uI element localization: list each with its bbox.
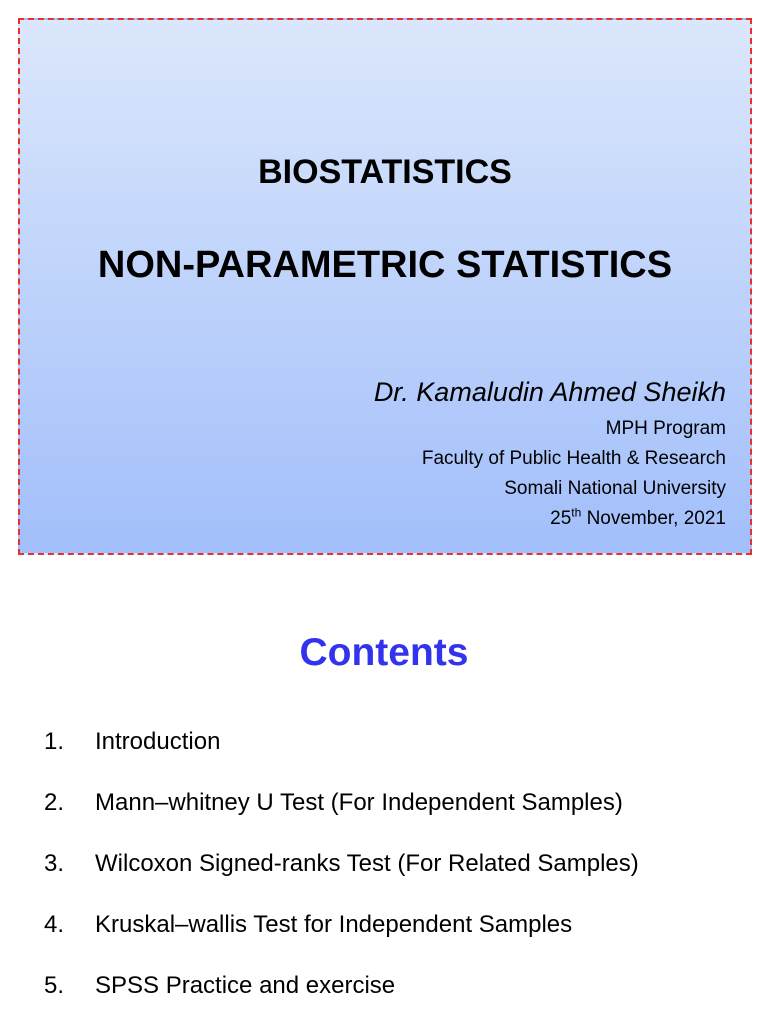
author-block	[374, 374, 726, 534]
item-text: SPSS Practice and exercise	[95, 972, 396, 999]
contents-heading: Contents	[299, 631, 469, 674]
course-title: BIOSTATISTICS	[258, 153, 512, 191]
contents-list	[44, 724, 754, 1029]
date-suffix: th	[571, 505, 582, 520]
topic-title: NON-PARAMETRIC STATISTICS	[97, 244, 673, 286]
contents-item	[44, 846, 754, 907]
item-number: 5.	[44, 972, 65, 999]
item-number: 2.	[44, 789, 65, 816]
item-number: 3.	[44, 850, 65, 877]
item-text: Kruskal–wallis Test for Independent Samples	[95, 911, 573, 938]
date-rest: November, 2021	[581, 508, 726, 529]
item-number: 1.	[44, 728, 65, 755]
program-line: MPH Program	[605, 418, 726, 439]
item-text: Introduction	[95, 728, 221, 755]
date-line	[374, 504, 726, 534]
contents-item	[44, 724, 754, 785]
university-line: Somali National University	[504, 478, 726, 499]
date-day: 25	[550, 508, 572, 529]
item-text: Wilcoxon Signed-ranks Test (For Related Samples)	[95, 850, 639, 877]
author-name: Dr. Kamaludin Ahmed Sheikh	[373, 377, 726, 407]
item-text: Mann–whitney U Test (For Independent Samples)	[95, 789, 623, 816]
contents-item	[44, 968, 754, 1029]
contents-item	[44, 785, 754, 846]
faculty-line: Faculty of Public Health & Research	[421, 448, 726, 469]
contents-item	[44, 907, 754, 968]
title-slide	[18, 18, 752, 555]
item-number: 4.	[44, 911, 65, 938]
